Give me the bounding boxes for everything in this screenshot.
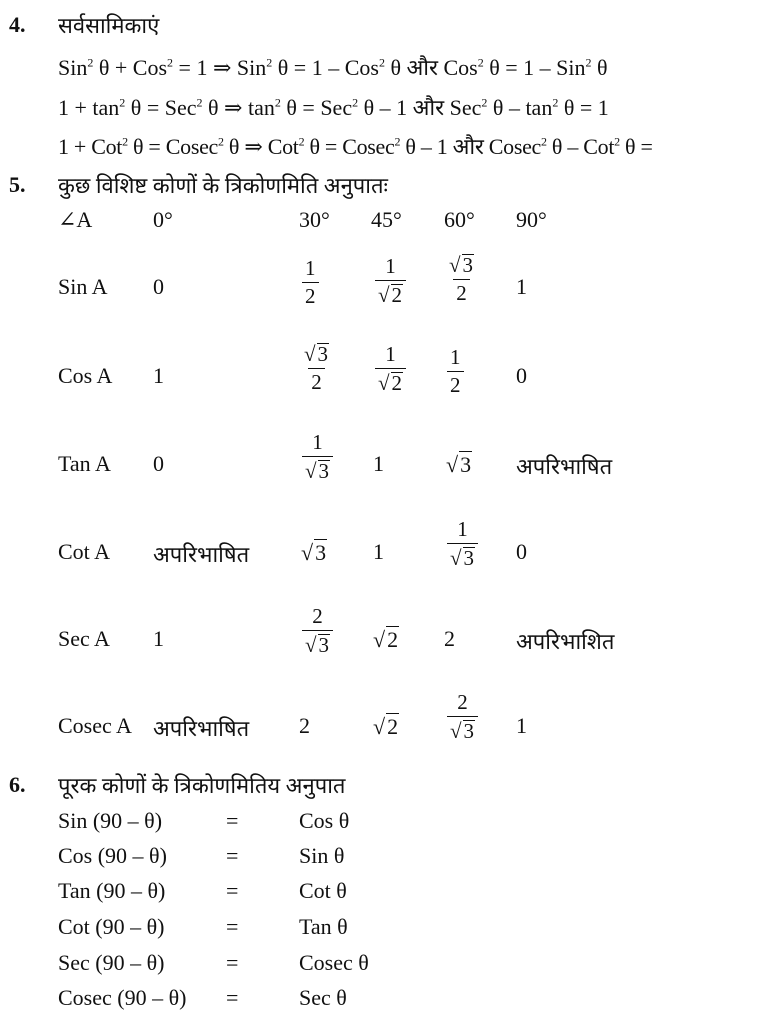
row-label-cot: Cot A — [58, 539, 110, 564]
cot-30: √3 — [301, 540, 327, 565]
tan-90: अपरिभाषित — [516, 454, 613, 479]
section-6-number: 6. — [9, 772, 26, 797]
section-5-title: कुछ विशिष्ट कोणों के त्रिकोणमिति अनुपातः — [58, 173, 388, 198]
cos-0: 1 — [153, 363, 164, 388]
cot-0: अपरिभाषित — [153, 542, 250, 567]
tan-30: $\frac{1}{√3}$ — [302, 432, 333, 482]
sin-45: $\frac{1}{√2}$ — [375, 256, 406, 306]
cosec-45: √2 — [373, 714, 399, 739]
cot-60: $\frac{1}{√3}$ — [447, 519, 478, 569]
row-label-sec: Sec A — [58, 626, 110, 651]
sec-60: 2 — [444, 626, 455, 651]
cosec-30: 2 — [299, 713, 310, 738]
comp-eq: = — [226, 808, 239, 833]
sin-60: $\frac{√3}{2}$ — [449, 253, 474, 305]
sec-90: अपरिभाशित — [516, 629, 615, 654]
identity-line-2: $1 + \tan^2 \theta = Sec^2$ θ ⇒ $\tan^2 \theta = Sec^2$ θ – 1 और Sec$^2$ $\theta - \tan^2 \theta = 1$ — [58, 95, 609, 120]
sin-30: $\frac{1}{2}$ — [302, 258, 319, 307]
header-30: 30° — [299, 207, 330, 232]
cosec-0: अपरिभाषित — [153, 716, 250, 741]
identity-line-1: Sin$^2$ θ + Cos$^2$ = 1 ⇒ Sin$^2$ θ = 1 – Cos$^2$ θ और Cos$^2$ θ = 1 – Sin$^2$ θ — [58, 55, 608, 80]
cot-90: 0 — [516, 539, 527, 564]
sin-90: 1 — [516, 274, 527, 299]
sec-45: √2 — [373, 627, 399, 652]
comp-eq: = — [226, 950, 239, 975]
tan-45: 1 — [373, 451, 384, 476]
comp-lhs: Sin (90 – θ) — [58, 808, 163, 833]
cot-45: 1 — [373, 539, 384, 564]
cosec-90: 1 — [516, 713, 527, 738]
cos-30: $\frac{√3}{2}$ — [304, 342, 329, 394]
section-4-number: 4. — [9, 12, 26, 37]
comp-rhs: Sin θ — [299, 843, 345, 868]
cos-45: $\frac{1}{√2}$ — [375, 344, 406, 394]
row-label-sin: Sin A — [58, 274, 108, 299]
cosec-60: $\frac{2}{√3}$ — [447, 692, 478, 742]
comp-rhs: Cot θ — [299, 878, 347, 903]
comp-rhs: Tan θ — [299, 914, 348, 939]
comp-eq: = — [226, 843, 239, 868]
section-5-number: 5. — [9, 172, 26, 197]
comp-lhs: Cos (90 – θ) — [58, 843, 167, 868]
comp-rhs: Cosec θ — [299, 950, 369, 975]
section-4-title: सर्वसामिकाएं — [58, 13, 160, 38]
header-0: 0° — [153, 207, 173, 232]
comp-eq: = — [226, 985, 239, 1010]
tan-0: 0 — [153, 451, 164, 476]
comp-lhs: Sec (90 – θ) — [58, 950, 165, 975]
sec-30: $\frac{2}{√3}$ — [302, 606, 333, 656]
row-label-cosec: Cosec A — [58, 713, 132, 738]
header-angle: ∠A — [58, 207, 93, 232]
section-6-title: पूरक कोणों के त्रिकोणमितिय अनुपात — [58, 773, 346, 798]
header-45: 45° — [371, 207, 402, 232]
comp-lhs: Cot (90 – θ) — [58, 914, 165, 939]
cos-60: $\frac{1}{2}$ — [447, 347, 464, 396]
comp-eq: = — [226, 878, 239, 903]
row-label-tan: Tan A — [58, 451, 111, 476]
row-label-cos: Cos A — [58, 363, 113, 388]
comp-rhs: Sec θ — [299, 985, 347, 1010]
identity-line-3: 1 + Cot$^2$ θ = Cosec$^2$ θ ⇒ Cot$^2$ θ = Cosec$^2$ θ – 1 और Cosec$^2$ θ – Cot$^2$ θ = — [58, 134, 653, 159]
header-90: 90° — [516, 207, 547, 232]
tan-60: √3 — [446, 452, 472, 477]
cos-90: 0 — [516, 363, 527, 388]
comp-eq: = — [226, 914, 239, 939]
comp-lhs: Cosec (90 – θ) — [58, 985, 187, 1010]
sin-0: 0 — [153, 274, 164, 299]
comp-lhs: Tan (90 – θ) — [58, 878, 166, 903]
comp-rhs: Cos θ — [299, 808, 350, 833]
header-60: 60° — [444, 207, 475, 232]
sec-0: 1 — [153, 626, 164, 651]
